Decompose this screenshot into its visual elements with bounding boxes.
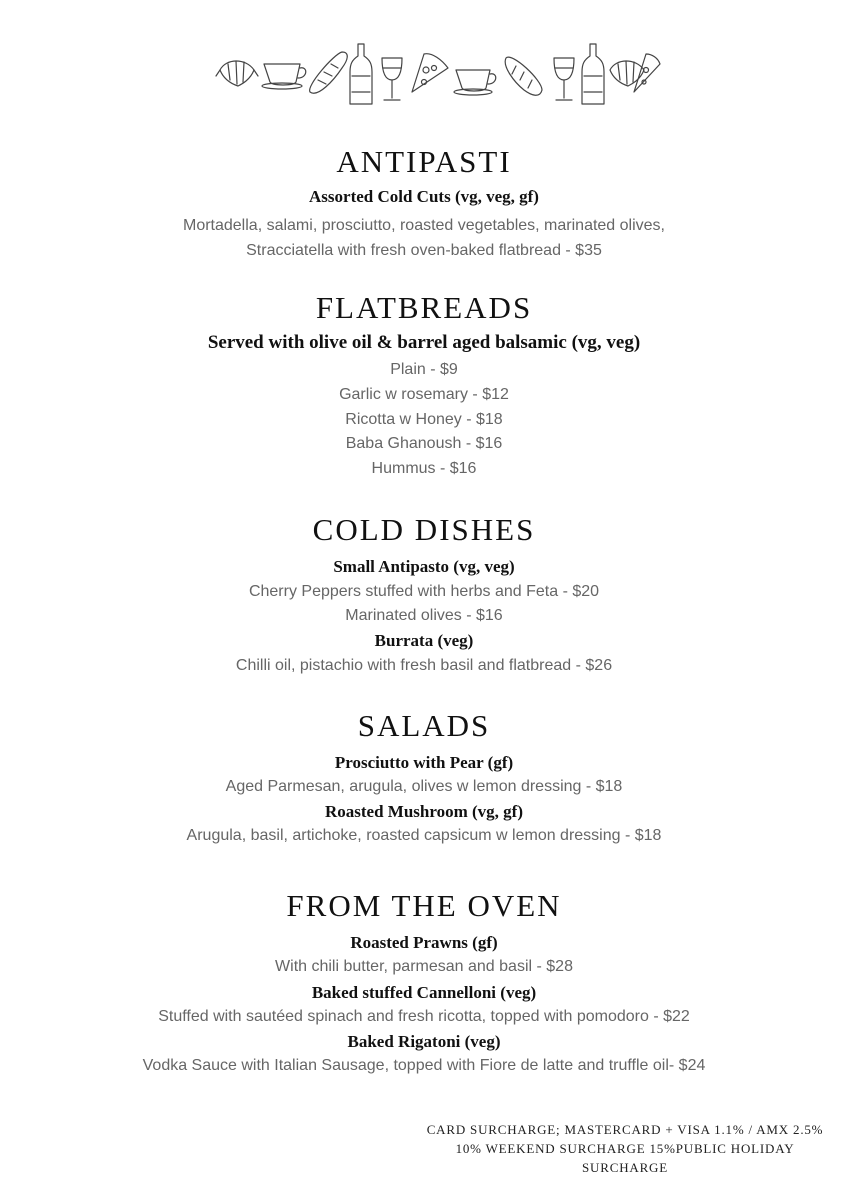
section-subtitle: Served with olive oil & barrel aged balsamic (vg, veg) xyxy=(207,332,641,353)
menu-item: Baba Ghanoush - $16 xyxy=(345,435,503,452)
menu-item-description: Chilli oil, pistachio with fresh basil and flatbread - $26 xyxy=(235,657,613,674)
bread-loaf-icon xyxy=(310,52,348,93)
header-illustrations xyxy=(212,40,662,110)
menu-item-name: Roasted Prawns (gf) xyxy=(350,933,498,952)
section-title-antipasti: ANTIPASTI xyxy=(336,144,512,179)
menu-item-description: Arugula, basil, artichoke, roasted capsicum w lemon dressing - $18 xyxy=(186,827,662,844)
menu-item-name: Small Antipasto (vg, veg) xyxy=(333,557,515,576)
bread-loaf-icon xyxy=(505,57,542,95)
wine-glass-icon xyxy=(382,58,402,100)
surcharge-line: SURCHARGE xyxy=(582,1160,668,1175)
menu-item-name: Baked Rigatoni (veg) xyxy=(347,1032,501,1051)
menu-item-name: Baked stuffed Cannelloni (veg) xyxy=(311,983,537,1002)
wine-glass-icon xyxy=(554,58,574,100)
menu-item: Hummus - $16 xyxy=(371,460,477,477)
coffee-cup-icon xyxy=(262,64,306,89)
wine-bottle-icon xyxy=(350,44,372,104)
coffee-cup-icon xyxy=(454,70,496,95)
menu-item-description: Mortadella, salami, prosciutto, roasted vegetables, marinated olives, xyxy=(182,217,665,234)
menu-item-name: Assorted Cold Cuts (vg, veg, gf) xyxy=(309,187,539,206)
pizza-slice-icon xyxy=(412,54,448,92)
surcharge-line: 10% WEEKEND SURCHARGE 15%PUBLIC HOLIDAY xyxy=(455,1141,795,1156)
section-title-from-the-oven: FROM THE OVEN xyxy=(286,888,562,923)
menu-item-description: Cherry Peppers stuffed with herbs and Feta - $20 xyxy=(248,583,600,600)
menu-item-description: Stracciatella with fresh oven-baked flatbread - $35 xyxy=(246,242,602,259)
section-title-cold-dishes: COLD DISHES xyxy=(312,512,536,547)
menu-item-description: Marinated olives - $16 xyxy=(345,607,503,624)
menu-item-description: With chili butter, parmesan and basil - $28 xyxy=(275,958,573,975)
menu-item: Plain - $9 xyxy=(390,361,458,378)
menu-item: Ricotta w Honey - $18 xyxy=(345,411,503,428)
menu-item-name: Roasted Mushroom (vg, gf) xyxy=(324,802,523,821)
surcharge-line: CARD SURCHARGE; MASTERCARD + VISA 1.1% / AMX 2.5% xyxy=(426,1122,824,1137)
pizza-slice-icon xyxy=(634,54,660,92)
section-title-flatbreads: FLATBREADS xyxy=(315,290,533,325)
menu-item-description: Vodka Sauce with Italian Sausage, topped with Fiore de latte and truffle oil- $24 xyxy=(142,1057,706,1074)
menu-item: Garlic w rosemary - $12 xyxy=(339,386,509,403)
menu-item-name: Prosciutto with Pear (gf) xyxy=(334,753,514,772)
section-title-salads: SALADS xyxy=(357,708,491,743)
surcharge-note xyxy=(410,1120,840,1177)
croissant-icon xyxy=(216,61,258,86)
menu-item-description: Aged Parmesan, arugula, olives w lemon dressing - $18 xyxy=(225,778,623,795)
croissant-icon xyxy=(610,61,644,86)
menu-item-name: Burrata (veg) xyxy=(374,631,474,650)
wine-bottle-icon xyxy=(582,44,604,104)
menu-item-description: Stuffed with sautéed spinach and fresh ricotta, topped with pomodoro - $22 xyxy=(158,1008,690,1025)
